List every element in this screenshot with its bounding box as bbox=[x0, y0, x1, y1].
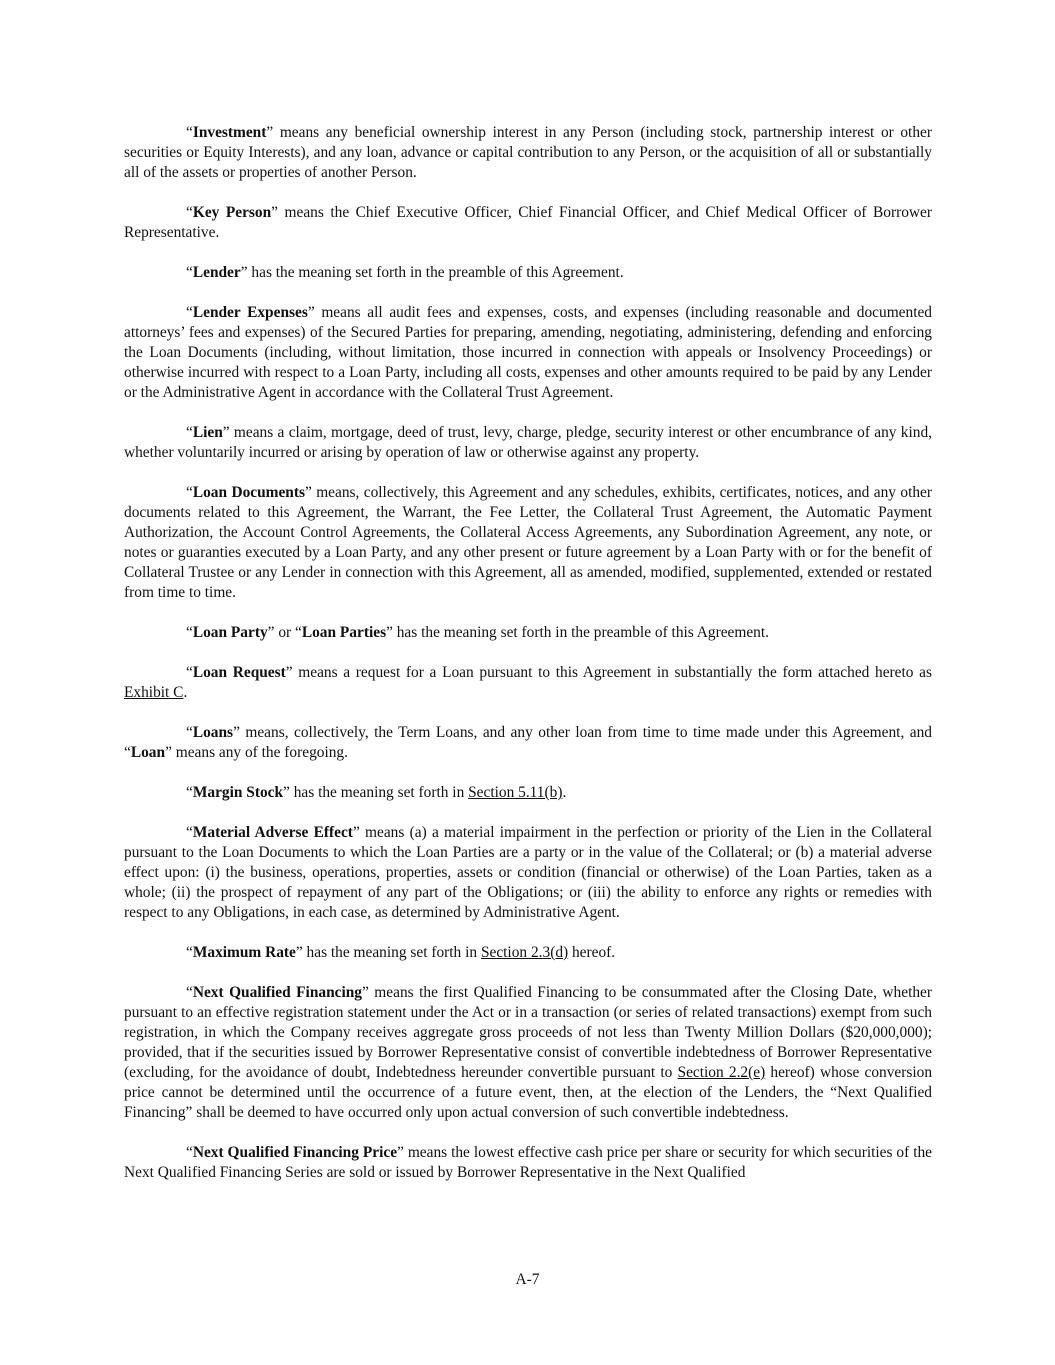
definition-text: ” means a request for a Loan pursuant to this Agreement in substantially the form attached hereto as bbox=[285, 664, 932, 681]
defined-term: Key Person bbox=[192, 204, 272, 221]
definition-text: “ bbox=[186, 124, 193, 141]
definition-text: ” means, collectively, the Term Loans, and any other loan from time to time made under this Agreement, and “ bbox=[124, 724, 932, 761]
definitions-list bbox=[124, 123, 932, 1203]
definition-text: “ bbox=[186, 204, 193, 221]
definition-maximum-rate bbox=[124, 943, 932, 963]
definition-next-qualified-financing-price bbox=[124, 1143, 932, 1183]
definition-text: “ bbox=[186, 724, 193, 741]
definition-text: hereof. bbox=[568, 944, 616, 961]
definition-text: “ bbox=[186, 304, 193, 321]
cross-reference: Section 2.2(e) bbox=[677, 1064, 766, 1081]
definition-text: “ bbox=[186, 624, 193, 641]
definition-lien bbox=[124, 423, 932, 463]
defined-term: Next Qualified Financing Price bbox=[192, 1144, 398, 1161]
page-number: A-7 bbox=[515, 1271, 540, 1288]
definition-text: “ bbox=[186, 664, 193, 681]
defined-term: Lien bbox=[192, 424, 223, 441]
definition-loan-documents bbox=[124, 483, 932, 603]
cross-reference: Section 5.11(b) bbox=[468, 784, 563, 801]
definition-text: ” means, collectively, this Agreement and any schedules, exhibits, certificates, notices, and any other documents related to this Agreement, the Warrant, the Fee Letter, the Collateral Trust Agreement, the Automatic Payment Authorization, the Account Control Agreements, the Collateral Access Agreements, any Subordination Agreement, any note, or notes or guaranties executed by a Loan Party, and any other present or future agreement by a Loan Party with or for the benefit of Collateral Trustee or any Lender in connection with this Agreement, all as amended, modified, supplemented, extended or restated from time to time. bbox=[124, 484, 932, 601]
definition-text: “ bbox=[186, 944, 193, 961]
definition-material-adverse-effect bbox=[124, 823, 932, 923]
definition-text: ” has the meaning set forth in bbox=[283, 784, 469, 801]
definition-text: ” means (a) a material impairment in the perfection or priority of the Lien in the Collateral pursuant to the Loan Documents to which the Loan Parties are a party or in the value of the Collateral; or (b) a material adverse effect upon: (i) the business, operations, properties, assets or condition (financial or otherwise) of the Loan Parties, taken as a whole; (ii) the prospect of repayment of any part of the Obligations; or (iii) the ability to enforce any rights or remedies with respect to any Obligations, in each case, as determined by Administrative Agent. bbox=[124, 824, 932, 921]
definition-text: “ bbox=[186, 984, 193, 1001]
defined-term: Loan Request bbox=[192, 664, 286, 681]
definition-loans bbox=[124, 723, 932, 763]
definition-text: . bbox=[183, 684, 188, 701]
definition-text: ” means the lowest effective cash price per share or security for which securities of the Next Qualified Financing Series are sold or issued by Borrower Representative in the Next Qualified bbox=[124, 1144, 932, 1181]
definition-text: ” means a claim, mortgage, deed of trust, levy, charge, pledge, security interest or other encumbrance of any kind, whether voluntarily incurred or arising by operation of law or otherwise against any property. bbox=[124, 424, 932, 461]
defined-term: Loan Party bbox=[192, 624, 268, 641]
definition-loan-request bbox=[124, 663, 932, 703]
definition-margin-stock bbox=[124, 783, 932, 803]
definition-key-person bbox=[124, 203, 932, 243]
defined-term: Maximum Rate bbox=[192, 944, 296, 961]
defined-term: Material Adverse Effect bbox=[192, 824, 353, 841]
definition-text: ” has the meaning set forth in the preamble of this Agreement. bbox=[386, 624, 770, 641]
definition-text: ” means any beneficial ownership interest in any Person (including stock, partnership interest or other securities or Equity Interests), and any loan, advance or capital contribution to any Person, or the acquisition of all or substantially all of the assets or properties of another Person. bbox=[124, 124, 932, 181]
defined-term: Loans bbox=[192, 724, 234, 741]
defined-term: Next Qualified Financing bbox=[192, 984, 362, 1001]
defined-term: Lender bbox=[192, 264, 241, 281]
cross-reference: Section 2.3(d) bbox=[480, 944, 569, 961]
definition-text: ” or “ bbox=[267, 624, 302, 641]
definition-text: ” means the first Qualified Financing to be consummated after the Closing Date, whether pursuant to an effective registration statement under the Act or in a transaction (or series of related transactions) exempt from such registration, in which the Company receives aggregate gross proceeds of not less than Twenty Million Dollars ($20,000,000); provided, that if the securities issued by Borrower Representative consist of convertible indebtedness of Borrower Representative (excluding, for the avoidance of doubt, Indebtedness hereunder convertible pursuant to bbox=[124, 984, 932, 1081]
definition-lender-expenses bbox=[124, 303, 932, 403]
definition-text: “ bbox=[186, 784, 193, 801]
defined-term: Loan Documents bbox=[192, 484, 305, 501]
definition-investment bbox=[124, 123, 932, 183]
defined-term: Margin Stock bbox=[192, 784, 284, 801]
definition-lender bbox=[124, 263, 932, 283]
definition-text: ” means the Chief Executive Officer, Chief Financial Officer, and Chief Medical Officer of Borrower Representative. bbox=[124, 204, 933, 241]
definition-text: “ bbox=[186, 824, 193, 841]
cross-reference: Exhibit C bbox=[124, 684, 184, 701]
defined-term: Investment bbox=[192, 124, 267, 141]
defined-term: Loan bbox=[130, 744, 166, 761]
definition-next-qualified-financing bbox=[124, 983, 932, 1123]
definition-text: . bbox=[562, 784, 567, 801]
definition-text: “ bbox=[186, 484, 193, 501]
definition-text: “ bbox=[186, 1144, 193, 1161]
definition-text: “ bbox=[186, 264, 193, 281]
defined-term: Lender Expenses bbox=[192, 304, 308, 321]
definition-text: ” has the meaning set forth in the preamble of this Agreement. bbox=[240, 264, 624, 281]
defined-term: Loan Parties bbox=[301, 624, 387, 641]
definition-text: ” has the meaning set forth in bbox=[295, 944, 481, 961]
definition-loan-party bbox=[124, 623, 932, 643]
definition-text: “ bbox=[186, 424, 193, 441]
definition-text: hereof) whose conversion price cannot be determined until the occurrence of a future event, then, at the election of the Lenders, the “Next Qualified Financing” shall be deemed to have occurred only upon actual conversion of such convertible indebtedness. bbox=[124, 1064, 933, 1121]
definition-text: ” means all audit fees and expenses, costs, and expenses (including reasonable and documented attorneys’ fees and expenses) of the Secured Parties for preparing, amending, negotiating, administering, defending and enforcing the Loan Documents (including, without limitation, those incurred in connection with appeals or Insolvency Proceedings) or otherwise incurred with respect to a Loan Party, including all costs, expenses and other amounts required to be paid by any Lender or the Administrative Agent in accordance with the Collateral Trust Agreement. bbox=[124, 304, 933, 401]
definition-text: ” means any of the foregoing. bbox=[165, 744, 348, 761]
